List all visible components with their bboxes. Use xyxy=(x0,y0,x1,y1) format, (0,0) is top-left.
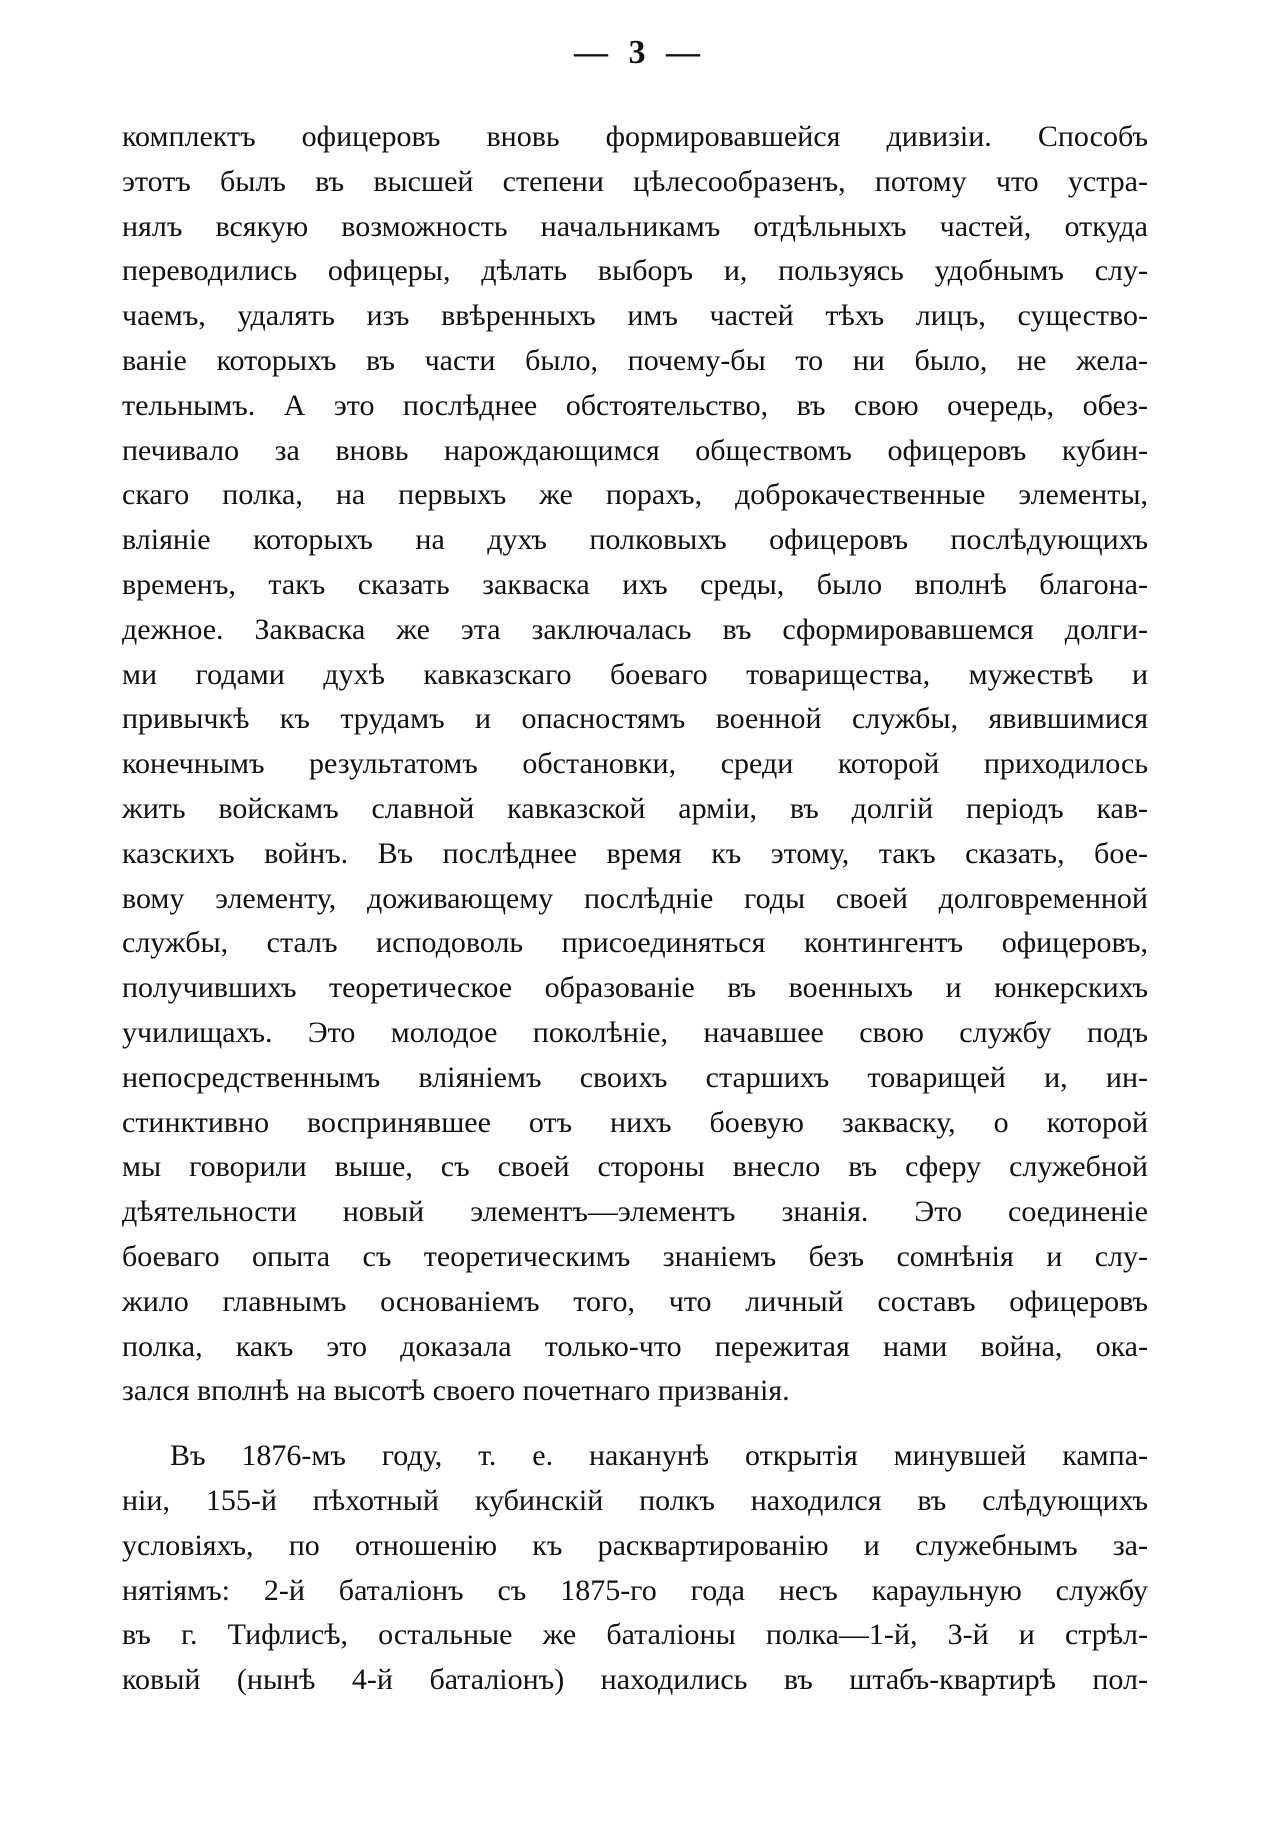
text-line: казскихъ войнъ. Въ послѣднее время къ этому, такъ сказать, бое- xyxy=(122,836,1148,870)
paragraph xyxy=(122,1434,1148,1703)
text-line: чаемъ, удалять изъ ввѣренныхъ имъ частей тѣхъ лицъ, существо- xyxy=(122,299,1148,333)
text-line: ковый (нынѣ 4-й баталіонъ) находились въ штабъ-квартирѣ пол- xyxy=(122,1663,1148,1697)
text-line: комплектъ офицеровъ вновь формировавшейся дивизіи. Способъ xyxy=(122,120,1148,153)
page-body xyxy=(122,115,1148,1723)
text-line: нялъ всякую возможность начальникамъ отдѣльныхъ частей, откуда xyxy=(122,209,1148,243)
text-line: мы говорили выше, съ своей стороны внесло въ сферу служебной xyxy=(122,1150,1148,1184)
text-line: боеваго опыта съ теоретическимъ знаніемъ безъ сомнѣнія и слу- xyxy=(122,1239,1148,1273)
text-line: непосредственнымъ вліяніемъ своихъ старшихъ товарищей и, ин- xyxy=(122,1060,1148,1094)
text-line: переводились офицеры, дѣлать выборъ и, пользуясь удобнымъ слу- xyxy=(122,254,1148,288)
text-line: дежное. Закваска же эта заключалась въ сформировавшемся долги- xyxy=(122,612,1148,646)
text-line: службы, сталъ исподоволь присоединяться контингентъ офицеровъ, xyxy=(122,926,1148,960)
text-line: временъ, такъ сказать закваска ихъ среды, было вполнѣ благона- xyxy=(122,567,1148,601)
text-line: полка, какъ это доказала только-что пережитая нами война, ока- xyxy=(122,1329,1148,1363)
text-line: жило главнымъ основаніемъ того, что личный составъ офицеровъ xyxy=(122,1284,1148,1318)
text-line: привычкѣ къ трудамъ и опасностямъ военной службы, явившимися xyxy=(122,702,1148,736)
text-line: жить войскамъ славной кавказской арміи, въ долгій періодъ кав- xyxy=(122,791,1148,825)
text-line: стинктивно воспринявшее отъ нихъ боевую закваску, о которой xyxy=(122,1105,1148,1139)
paragraph xyxy=(122,115,1148,1414)
text-line: печивало за вновь нарождающимся обществомъ офицеровъ кубин- xyxy=(122,433,1148,467)
text-line: условіяхъ, по отношенію къ расквартированію и служебнымъ за- xyxy=(122,1528,1148,1562)
text-line: вому элементу, доживающему послѣдніе годы своей долговременной xyxy=(122,881,1148,915)
text-line: конечнымъ результатомъ обстановки, среди которой приходилось xyxy=(122,747,1148,781)
text-line: въ г. Тифлисѣ, остальные же баталіоны полка—1-й, 3-й и стрѣл- xyxy=(122,1618,1148,1652)
page-number: — 3 — xyxy=(574,34,706,71)
text-line: зался вполнѣ на высотѣ своего почетнаго призванія. xyxy=(122,1374,790,1408)
text-line: скаго полка, на первыхъ же порахъ, доброкачественные элементы, xyxy=(122,478,1148,512)
text-line: вліяніе которыхъ на духъ полковыхъ офицеровъ послѣдующихъ xyxy=(122,523,1148,557)
text-line: ніи, 155-й пѣхотный кубинскій полкъ находился въ слѣдующихъ xyxy=(122,1483,1148,1517)
text-line: этотъ былъ въ высшей степени цѣлесообразенъ, потому что устра- xyxy=(122,164,1148,198)
text-line: ваніе которыхъ въ части было, почему-бы то ни было, не жела- xyxy=(122,343,1148,377)
text-line: получившихъ теоретическое образованіе въ военныхъ и юнкерскихъ xyxy=(122,971,1148,1005)
text-line: училищахъ. Это молодое поколѣніе, начавшее свою службу подъ xyxy=(122,1015,1148,1049)
text-line: Въ 1876-мъ году, т. е. наканунѣ открытія минувшей кампа- xyxy=(170,1439,1148,1473)
text-line: тельнымъ. А это послѣднее обстоятельство, въ свою очередь, обез- xyxy=(122,388,1148,422)
text-line: ми годами духѣ кавказскаго боеваго товарищества, мужествѣ и xyxy=(122,657,1148,691)
text-line: нятіямъ: 2-й баталіонъ съ 1875-го года несъ караульную службу xyxy=(122,1573,1148,1607)
text-line: дѣятельности новый элементъ—элементъ знанія. Это соединеніе xyxy=(122,1195,1148,1229)
